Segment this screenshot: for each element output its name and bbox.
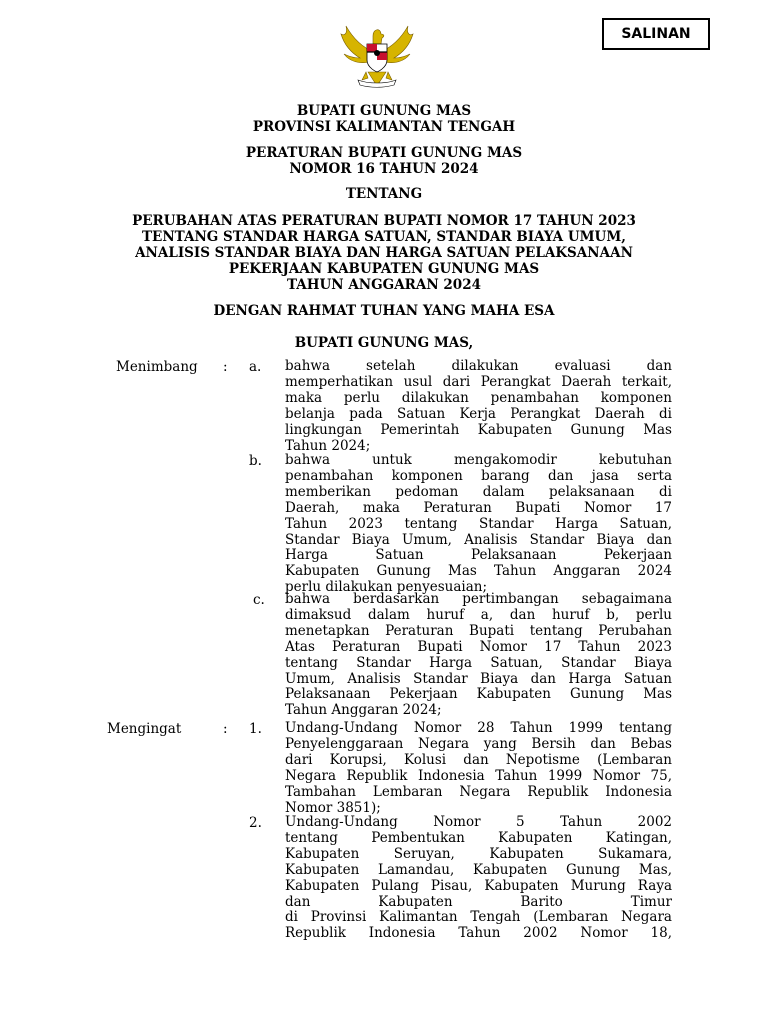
header-line-1: BUPATI GUNUNG MAS [296, 103, 472, 119]
text-line: Kabupaten Gunung Mas Tahun Anggaran 2024 [285, 563, 672, 580]
text-line: belanja pada Satuan Kerja Perangkat Daerah di [285, 405, 672, 422]
text-line: Tahun Anggaran 2024; [285, 702, 442, 719]
mengingat-item-1 [285, 721, 672, 816]
text-line: memberikan pedoman dalam pelaksanaan di [285, 483, 672, 500]
garuda-emblem [338, 22, 416, 92]
text-line: Umum, Analisis Standar Biaya dan Harga Satuan [285, 670, 672, 687]
document-header [0, 103, 768, 135]
title-line: PEKERJAAN KABUPATEN GUNUNG MAS [228, 261, 540, 277]
text-line: dan Kabupaten Barito Timur [285, 893, 672, 910]
text-line: Harga Satuan Pelaksanaan Pekerjaan [285, 547, 672, 564]
text-line: penambahan komponen barang dan jasa serta [285, 467, 672, 484]
text-line: dimaksud dalam huruf a, dan huruf b, perlu [285, 606, 672, 623]
text-line: Daerah, maka Peraturan Bupati Nomor 17 [285, 499, 672, 516]
text-line: bahwa berdasarkan pertimbangan sebagaimana [285, 591, 672, 607]
title-line: TAHUN ANGGARAN 2024 [286, 277, 481, 293]
text-line: Tahun 2024; [285, 437, 371, 454]
text-line: Kabupaten Lamandau, Kabupaten Gunung Mas, [285, 861, 672, 878]
text-line: memperhatikan usul dari Perangkat Daerah terkait, [285, 373, 672, 390]
text-line: perlu dilakukan penyesuaian; [285, 579, 488, 596]
text-line: Pelaksanaan Pekerjaan Kabupaten Gunung Mas [285, 686, 672, 703]
text-line: lingkungan Pemerintah Kabupaten Gunung Mas [285, 421, 672, 438]
header-line-4: NOMOR 16 TAHUN 2024 [289, 161, 479, 177]
text-line: tentang Standar Harga Satuan, Standar Biaya [285, 654, 672, 671]
menimbang-item-b [285, 453, 672, 596]
menimbang-item-c [285, 592, 672, 719]
title-line: PERUBAHAN ATAS PERATURAN BUPATI NOMOR 17 TAHUN 2023 [132, 213, 636, 229]
text-line: Undang-Undang Nomor 28 Tahun 1999 tentang [285, 720, 672, 736]
text-line: Kabupaten Seruyan, Kabupaten Sukamara, [285, 845, 672, 862]
text-line: Penyelenggaraan Negara yang Bersih dan Bebas [285, 735, 672, 752]
text-line: bahwa untuk mengakomodir kebutuhan [285, 452, 672, 468]
text-line: menetapkan Peraturan Bupati tentang Perubahan [285, 622, 672, 639]
item-marker: 2. [249, 815, 262, 831]
bupati-line: BUPATI GUNUNG MAS, [294, 335, 474, 351]
text-line: Republik Indonesia Tahun 2002 Nomor 18, [285, 925, 672, 942]
text-line: tentang Pembentukan Kabupaten Katingan, [285, 829, 672, 846]
rahmat-line: DENGAN RAHMAT TUHAN YANG MAHA ESA [213, 303, 555, 319]
title-line: ANALISIS STANDAR BIAYA DAN HARGA SATUAN PELAKSANAAN [135, 245, 633, 261]
mengingat-item-2 [285, 815, 672, 942]
text-line: bahwa setelah dilakukan evaluasi dan [285, 358, 672, 374]
text-line: Tambahan Lembaran Negara Republik Indonesia [285, 783, 672, 800]
title-line: TENTANG STANDAR HARGA SATUAN, STANDAR BIAYA UMUM, [142, 229, 626, 245]
text-line: maka perlu dilakukan penambahan komponen [285, 389, 672, 406]
menimbang-label: Menimbang [116, 359, 198, 375]
item-marker: 1. [249, 721, 262, 737]
text-line: Negara Republik Indonesia Tahun 1999 Nomor 75, [285, 767, 672, 784]
item-marker: a. [249, 359, 262, 375]
menimbang-item-a [285, 359, 672, 454]
text-line: Atas Peraturan Bupati Nomor 17 Tahun 2023 [285, 638, 672, 655]
regulation-number [0, 145, 768, 177]
text-line: Tahun 2023 tentang Standar Harga Satuan, [285, 515, 672, 532]
header-line-3: PERATURAN BUPATI GUNUNG MAS [245, 145, 523, 161]
item-marker: b. [249, 453, 262, 469]
regulation-title [0, 213, 768, 293]
menimbang-colon: : [223, 359, 228, 375]
text-line: di Provinsi Kalimantan Tengah (Lembaran Negara [285, 909, 672, 926]
salinan-stamp: SALINAN [602, 18, 710, 50]
mengingat-colon: : [223, 721, 228, 737]
text-line: Nomor 3851); [285, 799, 381, 816]
text-line: dari Korupsi, Kolusi dan Nepotisme (Lembaran [285, 751, 672, 768]
mengingat-label: Mengingat [107, 721, 182, 737]
text-line: Standar Biaya Umum, Analisis Standar Biaya dan [285, 531, 672, 548]
header-line-2: PROVINSI KALIMANTAN TENGAH [252, 119, 516, 135]
tentang-heading: TENTANG [345, 186, 423, 202]
text-line: Undang-Undang Nomor 5 Tahun 2002 [285, 814, 672, 830]
item-marker: c. [253, 592, 265, 608]
text-line: Kabupaten Pulang Pisau, Kabupaten Murung Raya [285, 877, 672, 894]
